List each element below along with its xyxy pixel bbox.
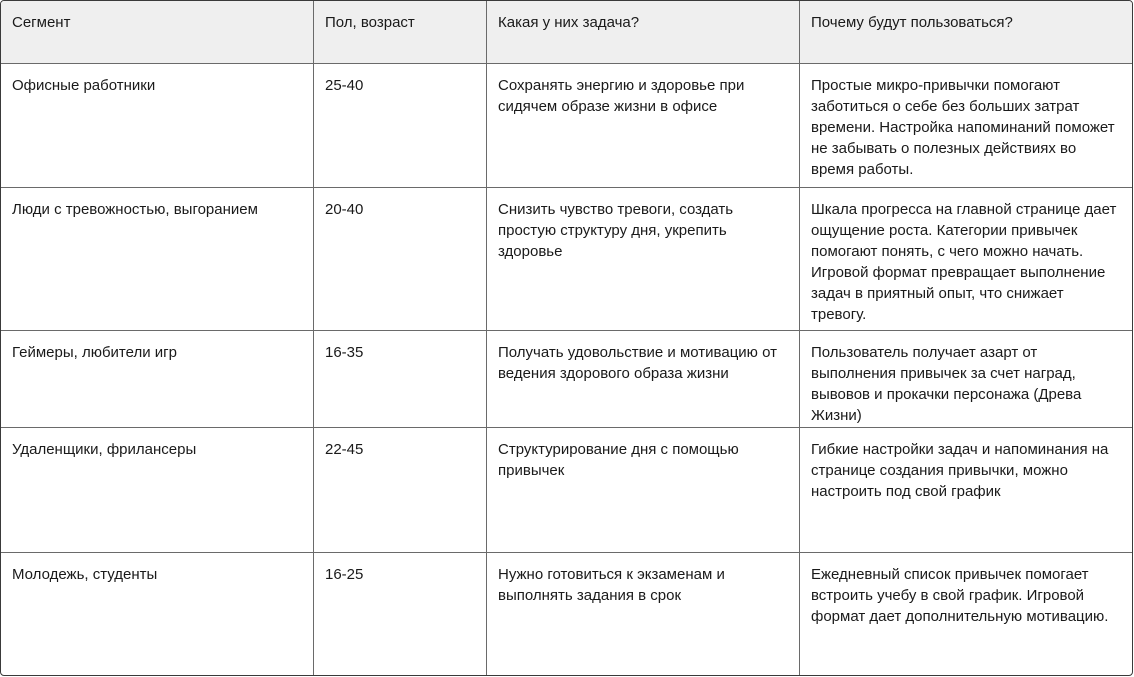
table-row (1, 188, 1132, 331)
age-cell: 20-40 (314, 188, 487, 330)
reason-cell: Шкала прогресса на главной странице дает ощущение роста. Категории привычек помогают понять, с чего можно начать. Игровой формат превращает выполнение задач в приятный опыт, что снижает тревогу. (811, 201, 1117, 323)
header-task: Какая у них задача? (487, 1, 800, 63)
table-row (1, 553, 1132, 676)
table-row (1, 428, 1132, 553)
age-cell: 25-40 (314, 64, 487, 187)
task-cell: Сохранять энергию и здоровье при сидячем образе жизни в офисе (487, 64, 800, 187)
reason-cell: Гибкие настройки задач и напоминания на странице создания привычки, можно настроить под свой график (811, 441, 1109, 500)
task-cell: Получать удовольствие и мотивацию от ведения здорового образа жизни (487, 331, 800, 427)
age-cell: 16-35 (314, 331, 487, 427)
age-cell: 16-25 (314, 553, 487, 676)
table-header-row (1, 1, 1132, 64)
age-cell: 22-45 (314, 428, 487, 552)
task-cell: Структурирование дня с помощью привычек (487, 428, 800, 552)
task-cell: Нужно готовиться к экзаменам и выполнять задания в срок (487, 553, 800, 676)
segment-cell: Удаленщики, фрилансеры (1, 428, 314, 552)
reason-cell: Простые микро-привычки помогают заботиться о себе без больших затрат времени. Настройка напоминаний поможет не забывать о полезных действиях во время работы. (811, 77, 1115, 178)
reason-cell: Пользователь получает азарт от выполнения привычек за счет наград, вывовов и прокачки персонажа (Древа Жизни) (811, 344, 1082, 424)
reason-cell: Ежедневный список привычек помогает встроить учебу в свой график. Игровой формат дает дополнительную мотивацию. (811, 566, 1109, 625)
header-gender-age: Пол, возраст (314, 1, 487, 63)
segment-cell: Офисные работники (1, 64, 314, 187)
header-reason: Почему будут пользоваться? (811, 14, 1013, 31)
table-row (1, 331, 1132, 428)
segment-cell: Геймеры, любители игр (1, 331, 314, 427)
task-cell: Снизить чувство тревоги, создать простую структуру дня, укрепить здоровье (487, 188, 800, 330)
segment-cell: Люди с тревожностью, выгоранием (1, 188, 314, 330)
segment-cell: Молодежь, студенты (1, 553, 314, 676)
table-row (1, 64, 1132, 188)
header-segment: Сегмент (1, 1, 314, 63)
